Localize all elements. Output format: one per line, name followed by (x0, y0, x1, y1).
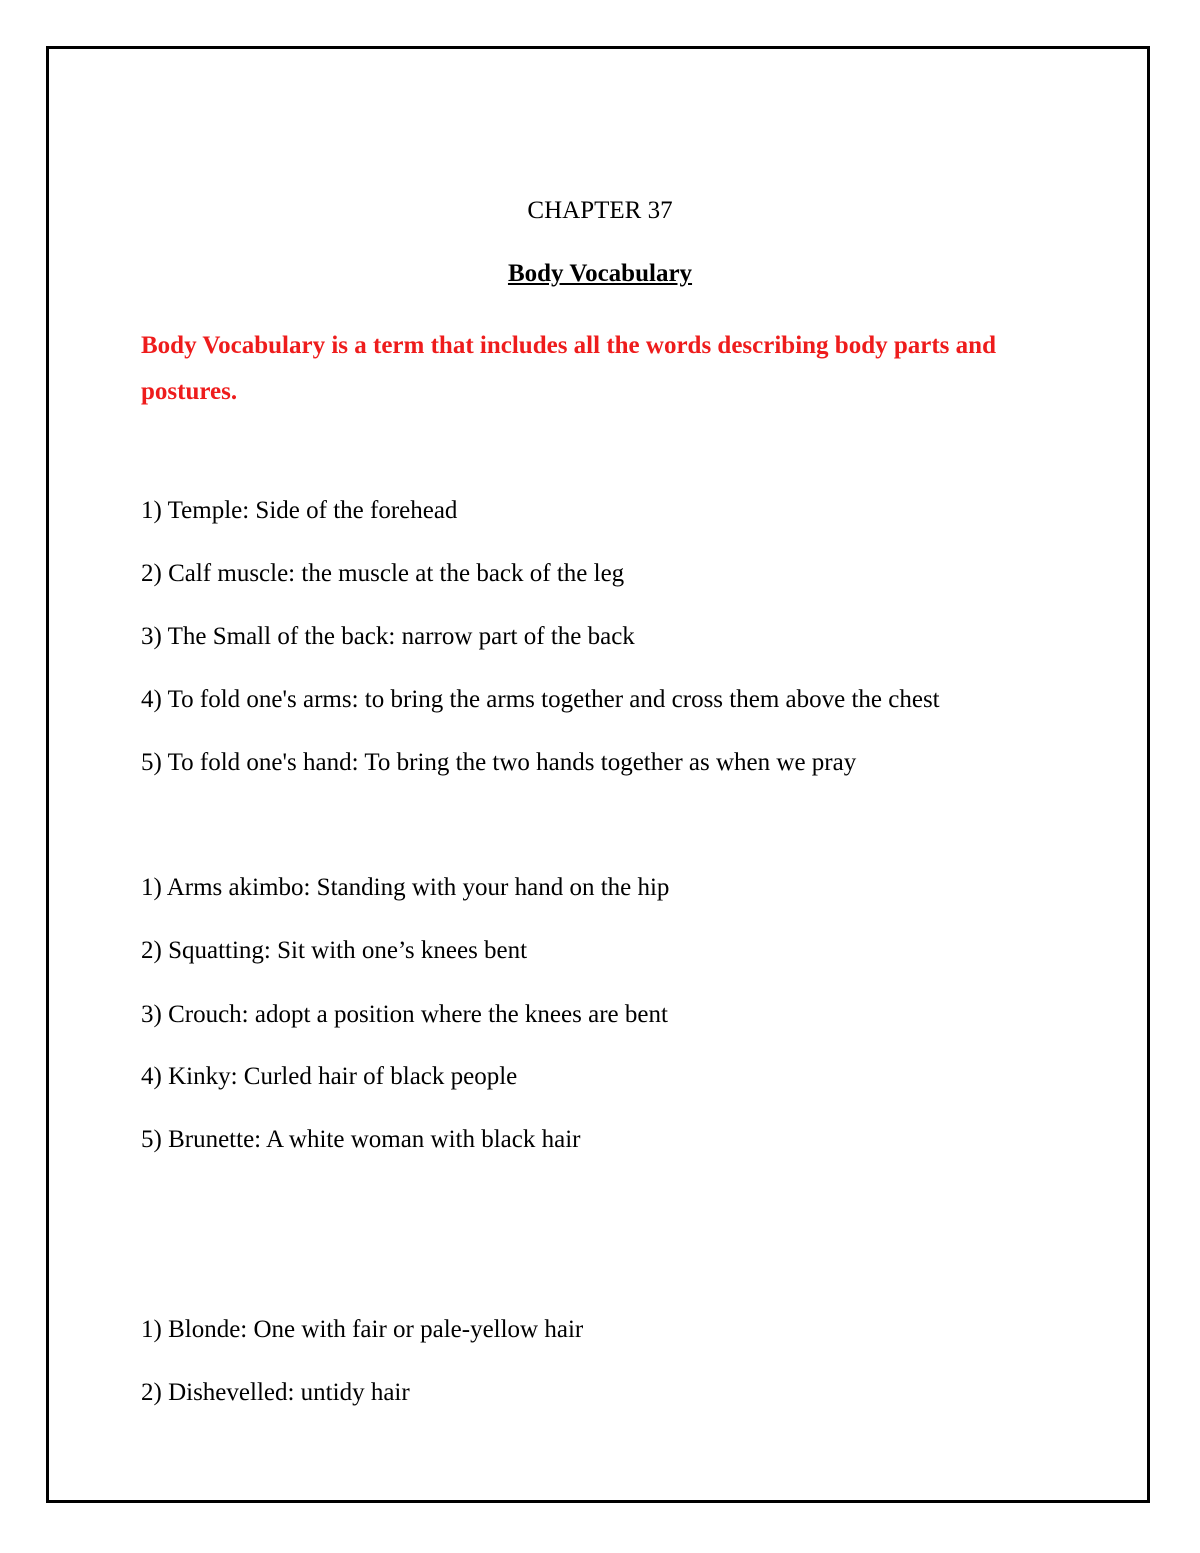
page-title: Body Vocabulary (507, 260, 693, 287)
vocab-entry: 3) Crouch: adopt a position where the knees are bent (141, 1001, 668, 1028)
vocab-entry: 1) Temple: Side of the forehead (141, 497, 458, 524)
chapter-heading: CHAPTER 37 (527, 197, 673, 224)
vocab-entry: 2) Squatting: Sit with one’s knees bent (141, 937, 528, 964)
vocab-entry: 5) Brunette: A white woman with black hair (141, 1126, 581, 1153)
vocab-entry: 1) Arms akimbo: Standing with your hand on the hip (141, 874, 670, 901)
vocab-entry: 3) The Small of the back: narrow part of the back (141, 623, 635, 650)
intro-definition: Body Vocabulary is a term that includes all the words describing body parts and postures. (141, 332, 996, 405)
vocab-entry: 4) Kinky: Curled hair of black people (141, 1063, 518, 1090)
vocab-entry: 2) Dishevelled: untidy hair (141, 1379, 410, 1406)
vocab-entry: 4) To fold one's arms: to bring the arms together and cross them above the chest (141, 686, 940, 713)
vocab-entry: 1) Blonde: One with fair or pale-yellow hair (141, 1316, 584, 1343)
vocab-entry: 2) Calf muscle: the muscle at the back of the leg (141, 560, 625, 587)
vocab-entry: 5) To fold one's hand: To bring the two hands together as when we pray (141, 749, 857, 776)
